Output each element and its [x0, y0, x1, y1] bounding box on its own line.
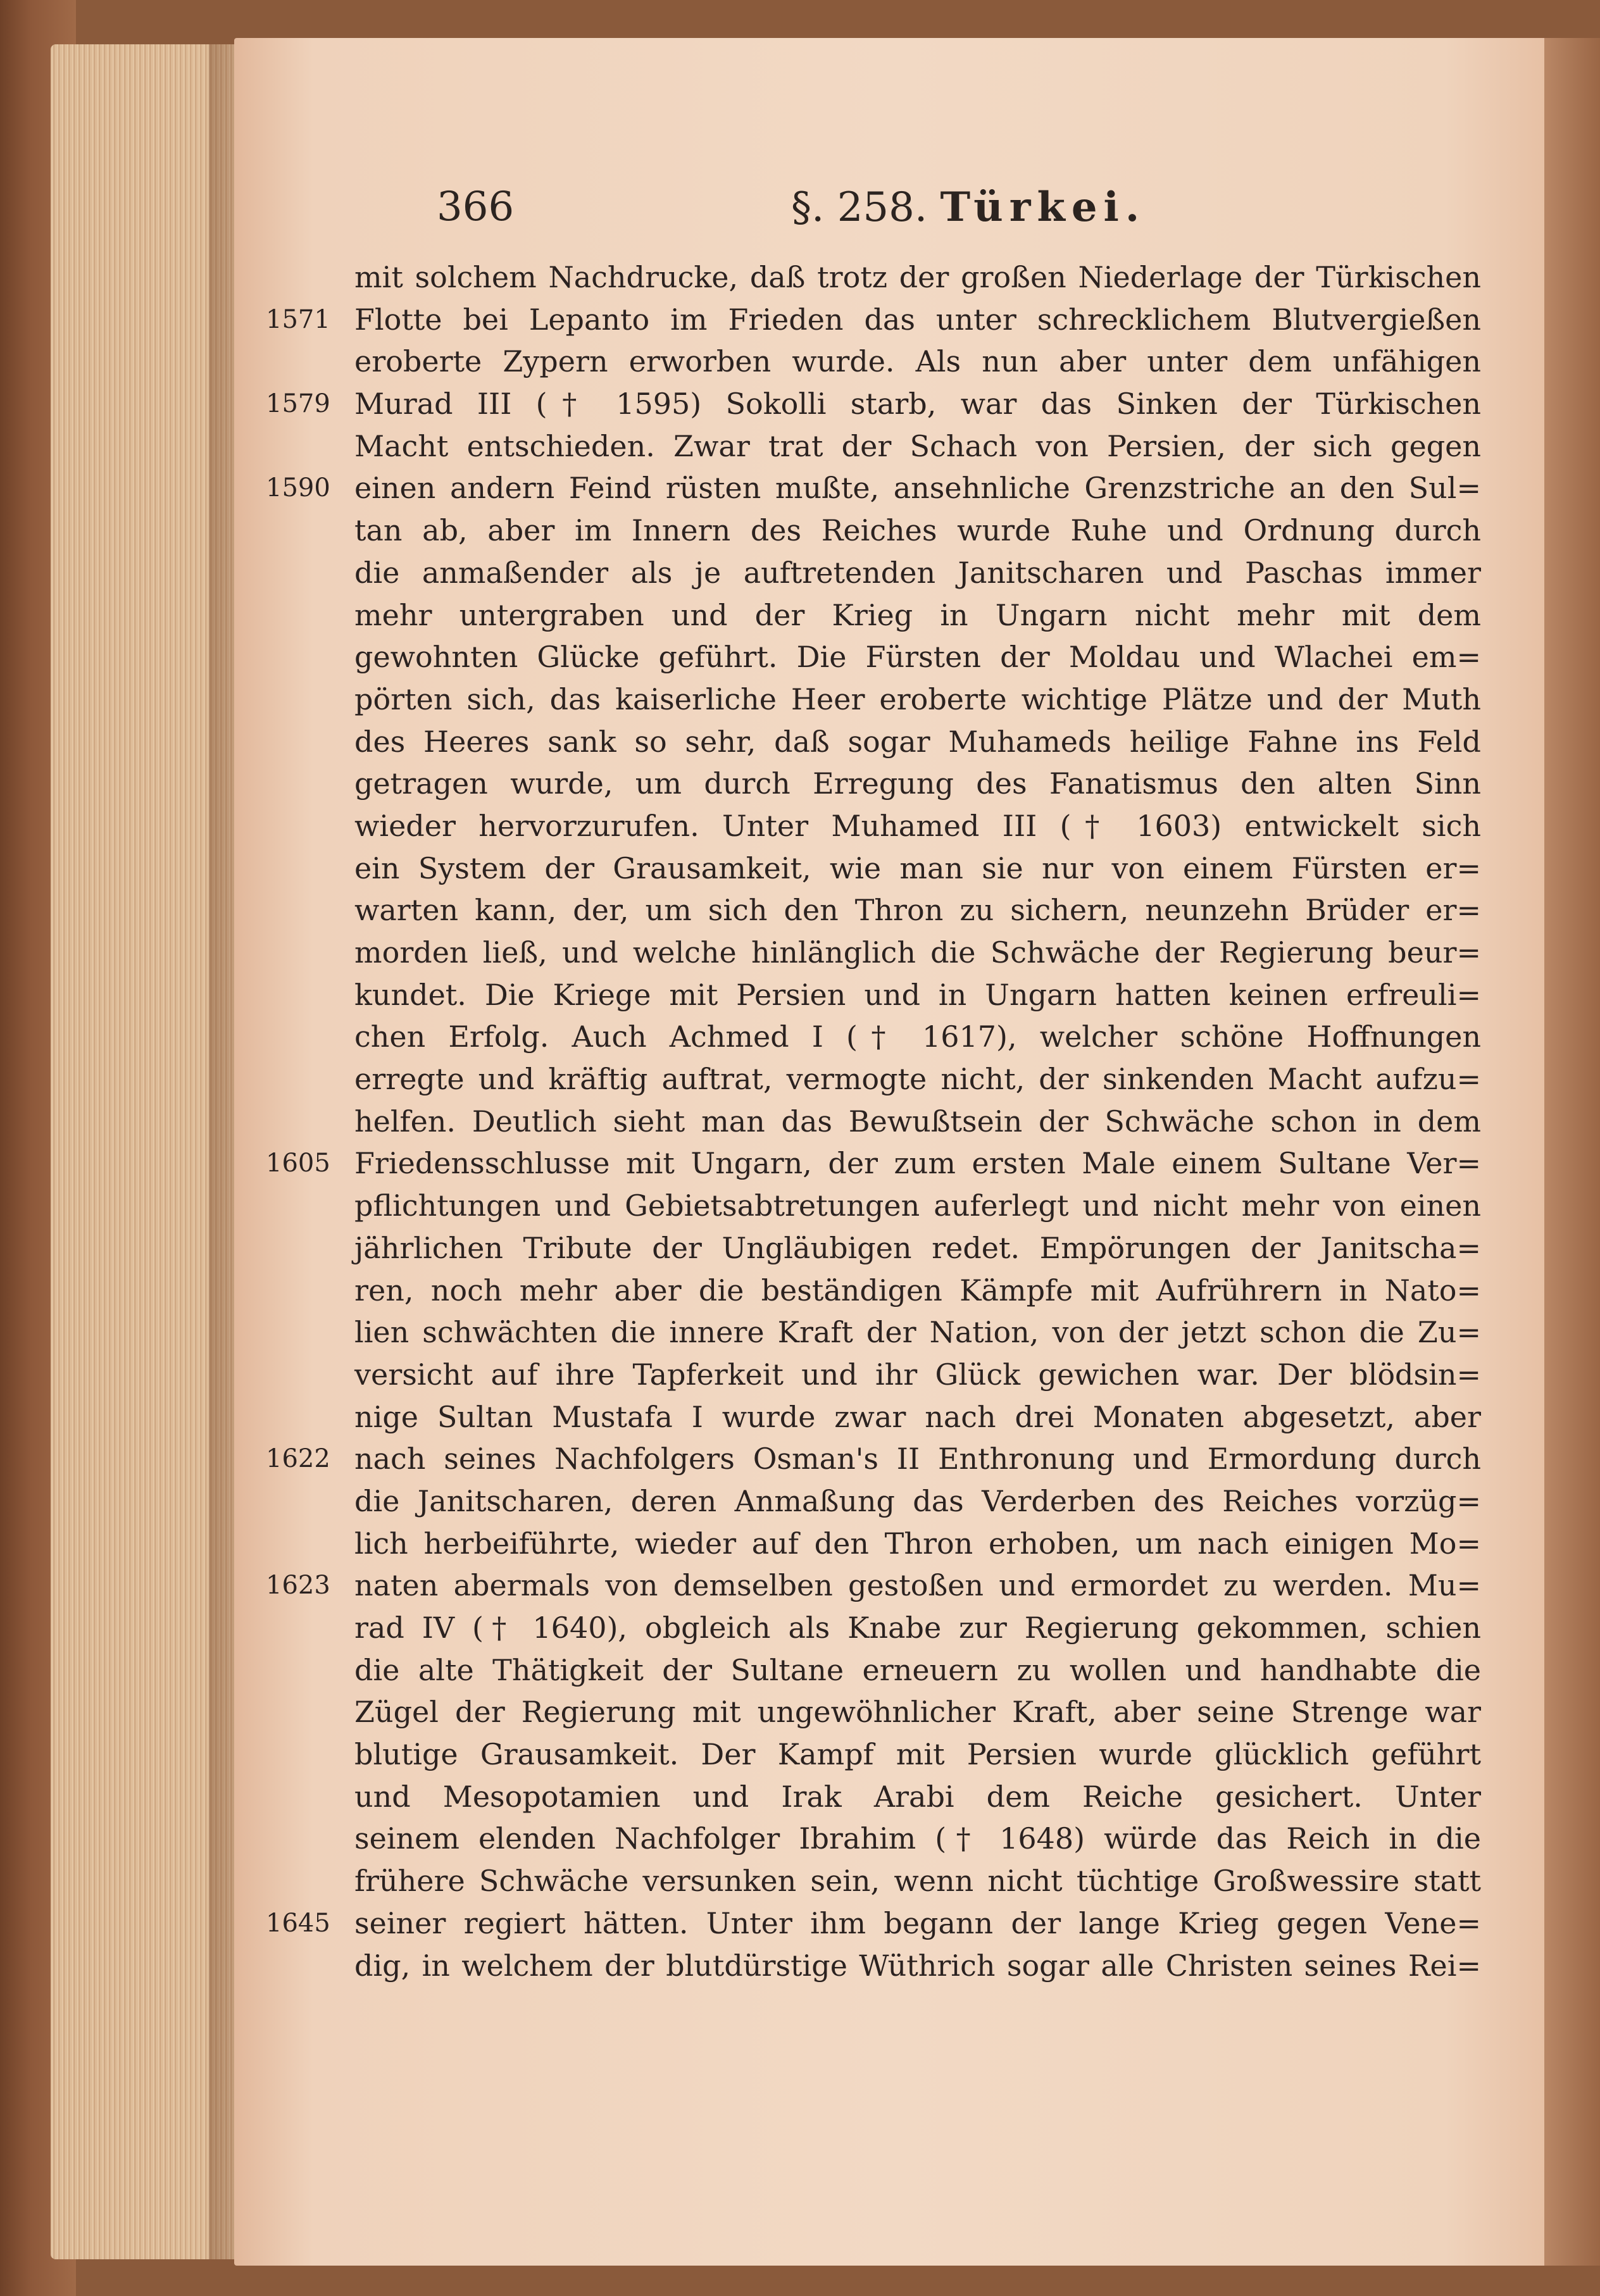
text-line [266, 1438, 1481, 1480]
text-line [272, 1101, 1481, 1143]
text-line [272, 1945, 1481, 1987]
line-text: dig, in welchem der blutdürstige Wüthrich sogar alle Christen seines Rei= [354, 1948, 1481, 1983]
text-line [272, 1396, 1481, 1438]
section-number: §. 258. [791, 184, 928, 231]
text-line [266, 467, 1481, 509]
line-text: wieder hervorzurufen. Unter Muhamed III († 1603) entwickelt sich [354, 808, 1481, 843]
line-text: Macht entschieden. Zwar trat der Schach von Persien, der sich gegen [354, 428, 1481, 463]
line-text: des Heeres sank so sehr, daß sogar Muhameds heilige Fahne ins Feld [354, 724, 1481, 759]
text-line [272, 1311, 1481, 1354]
line-text: seiner regiert hätten. Unter ihm begann der lange Krieg gegen Vene= [354, 1906, 1481, 1940]
line-text: die Janitscharen, deren Anmaßung das Verderben des Reiches vorzüg= [354, 1483, 1481, 1518]
text-line [272, 1733, 1481, 1776]
text-line [272, 256, 1481, 299]
line-text: versicht auf ihre Tapferkeit und ihr Glück gewichen war. Der blödsin= [354, 1357, 1481, 1392]
text-line [272, 805, 1481, 847]
line-text: morden ließ, und welche hinlänglich die Schwäche der Regierung beur= [354, 935, 1481, 970]
line-text: mehr untergraben und der Krieg in Ungarn nicht mehr mit dem [354, 597, 1481, 632]
text-line [272, 1480, 1481, 1523]
line-text: nach seines Nachfolgers Osman's II Enthronung und Ermordung durch [354, 1442, 1481, 1476]
line-text: gewohnten Glücke geführt. Die Fürsten der Moldau und Wlachei em= [354, 640, 1481, 675]
line-text: Zügel der Regierung mit ungewöhnlicher Kraft, aber seine Strenge war [354, 1695, 1481, 1730]
line-text: naten abermals von demselben gestoßen und ermordet zu werden. Mu= [354, 1568, 1481, 1603]
text-line [272, 636, 1481, 678]
line-text: und Mesopotamien und Irak Arabi dem Reiche gesichert. Unter [354, 1779, 1481, 1814]
text-line [272, 425, 1481, 468]
margin-year: 1645 [266, 1908, 330, 1938]
text-line [272, 552, 1481, 594]
text-line [272, 1227, 1481, 1270]
text-line [272, 1776, 1481, 1818]
text-line [266, 1142, 1481, 1185]
book-cover-right [1544, 38, 1600, 2266]
text-line [272, 847, 1481, 890]
line-text: jährlichen Tribute der Ungläubigen redet. Empörungen der Janitscha= [354, 1230, 1481, 1265]
page-number: 366 [437, 184, 515, 230]
body-text [266, 256, 1481, 1987]
running-header [437, 184, 1481, 253]
text-line [266, 1564, 1481, 1607]
text-line [272, 1016, 1481, 1058]
text-line [272, 594, 1481, 637]
text-line [266, 299, 1481, 341]
text-line [272, 1691, 1481, 1733]
text-line [272, 1607, 1481, 1649]
line-text: Murad III († 1595) Sokolli starb, war das Sinken der Türkischen [354, 387, 1481, 421]
text-line [272, 1185, 1481, 1227]
line-text: pflichtungen und Gebietsabtretungen auferlegt und nicht mehr von einen [354, 1189, 1481, 1223]
line-text: pörten sich, das kaiserliche Heer eroberte wichtige Plätze und der Muth [354, 682, 1481, 716]
line-text: einen andern Feind rüsten mußte, ansehnliche Grenzstriche an den Sul= [354, 471, 1481, 506]
line-text: chen Erfolg. Auch Achmed I († 1617), welcher schöne Hoffnungen [354, 1020, 1481, 1054]
text-line [272, 340, 1481, 383]
text-line [266, 1902, 1481, 1945]
line-text: tan ab, aber im Innern des Reiches wurde Ruhe und Ordnung durch [354, 513, 1481, 548]
margin-year: 1590 [266, 473, 330, 503]
margin-year: 1622 [266, 1444, 330, 1474]
text-line [272, 1818, 1481, 1860]
text-line [272, 974, 1481, 1016]
line-text: frühere Schwäche versunken sein, wenn nicht tüchtige Großwessire statt [354, 1864, 1481, 1899]
margin-year: 1605 [266, 1149, 330, 1178]
text-line [272, 678, 1481, 721]
margin-year: 1623 [266, 1571, 330, 1600]
line-text: eroberte Zypern erworben wurde. Als nun aber unter dem unfähigen [354, 344, 1481, 379]
text-line [272, 1354, 1481, 1396]
text-line [272, 1523, 1481, 1565]
line-text: die anmaßender als je auftretenden Janitscharen und Paschas immer [354, 555, 1481, 590]
line-text: warten kann, der, um sich den Thron zu sichern, neunzehn Brüder er= [354, 893, 1481, 928]
section-title: Türkei. [940, 184, 1146, 231]
margin-year: 1579 [266, 389, 330, 419]
line-text: seinem elenden Nachfolger Ibrahim († 1648) würde das Reich in die [354, 1821, 1481, 1856]
text-line [266, 383, 1481, 425]
line-text: die alte Thätigkeit der Sultane erneuern zu wollen und handhabte die [354, 1652, 1481, 1687]
line-text: blutige Grausamkeit. Der Kampf mit Persien wurde glücklich geführt [354, 1737, 1481, 1772]
text-line [272, 721, 1481, 763]
line-text: ren, noch mehr aber die beständigen Kämpfe mit Aufrührern in Nato= [354, 1273, 1481, 1307]
text-line [272, 1270, 1481, 1312]
line-text: kundet. Die Kriege mit Persien und in Ungarn hatten keinen erfreuli= [354, 977, 1481, 1012]
line-text: lich herbeiführte, wieder auf den Thron erhoben, um nach einigen Mo= [354, 1526, 1481, 1561]
line-text: Flotte bei Lepanto im Frieden das unter schrecklichem Blutvergießen [354, 302, 1481, 337]
line-text: rad IV († 1640), obgleich als Knabe zur Regierung gekommen, schien [354, 1611, 1481, 1645]
text-line [272, 1860, 1481, 1902]
text-line [272, 889, 1481, 932]
line-text: nige Sultan Mustafa I wurde zwar nach drei Monaten abgesetzt, aber [354, 1399, 1481, 1434]
text-line [272, 763, 1481, 805]
line-text: erregte und kräftig auftrat, vermogte nicht, der sinkenden Macht aufzu= [354, 1062, 1481, 1097]
line-text: ein System der Grausamkeit, wie man sie nur von einem Fürsten er= [354, 851, 1481, 885]
text-line [272, 509, 1481, 552]
line-text: Friedensschlusse mit Ungarn, der zum ersten Male einem Sultane Ver= [354, 1146, 1481, 1181]
section-heading [791, 184, 1146, 231]
line-text: getragen wurde, um durch Erregung des Fanatismus den alten Sinn [354, 766, 1481, 801]
text-line [272, 1058, 1481, 1101]
line-text: lien schwächten die innere Kraft der Nation, von der jetzt schon die Zu= [354, 1315, 1481, 1350]
text-line [272, 932, 1481, 974]
margin-year: 1571 [266, 304, 330, 334]
line-text: helfen. Deutlich sieht man das Bewußtsein der Schwäche schon in dem [354, 1104, 1481, 1139]
line-text: mit solchem Nachdrucke, daß trotz der großen Niederlage der Türkischen [354, 260, 1481, 294]
text-line [272, 1649, 1481, 1692]
